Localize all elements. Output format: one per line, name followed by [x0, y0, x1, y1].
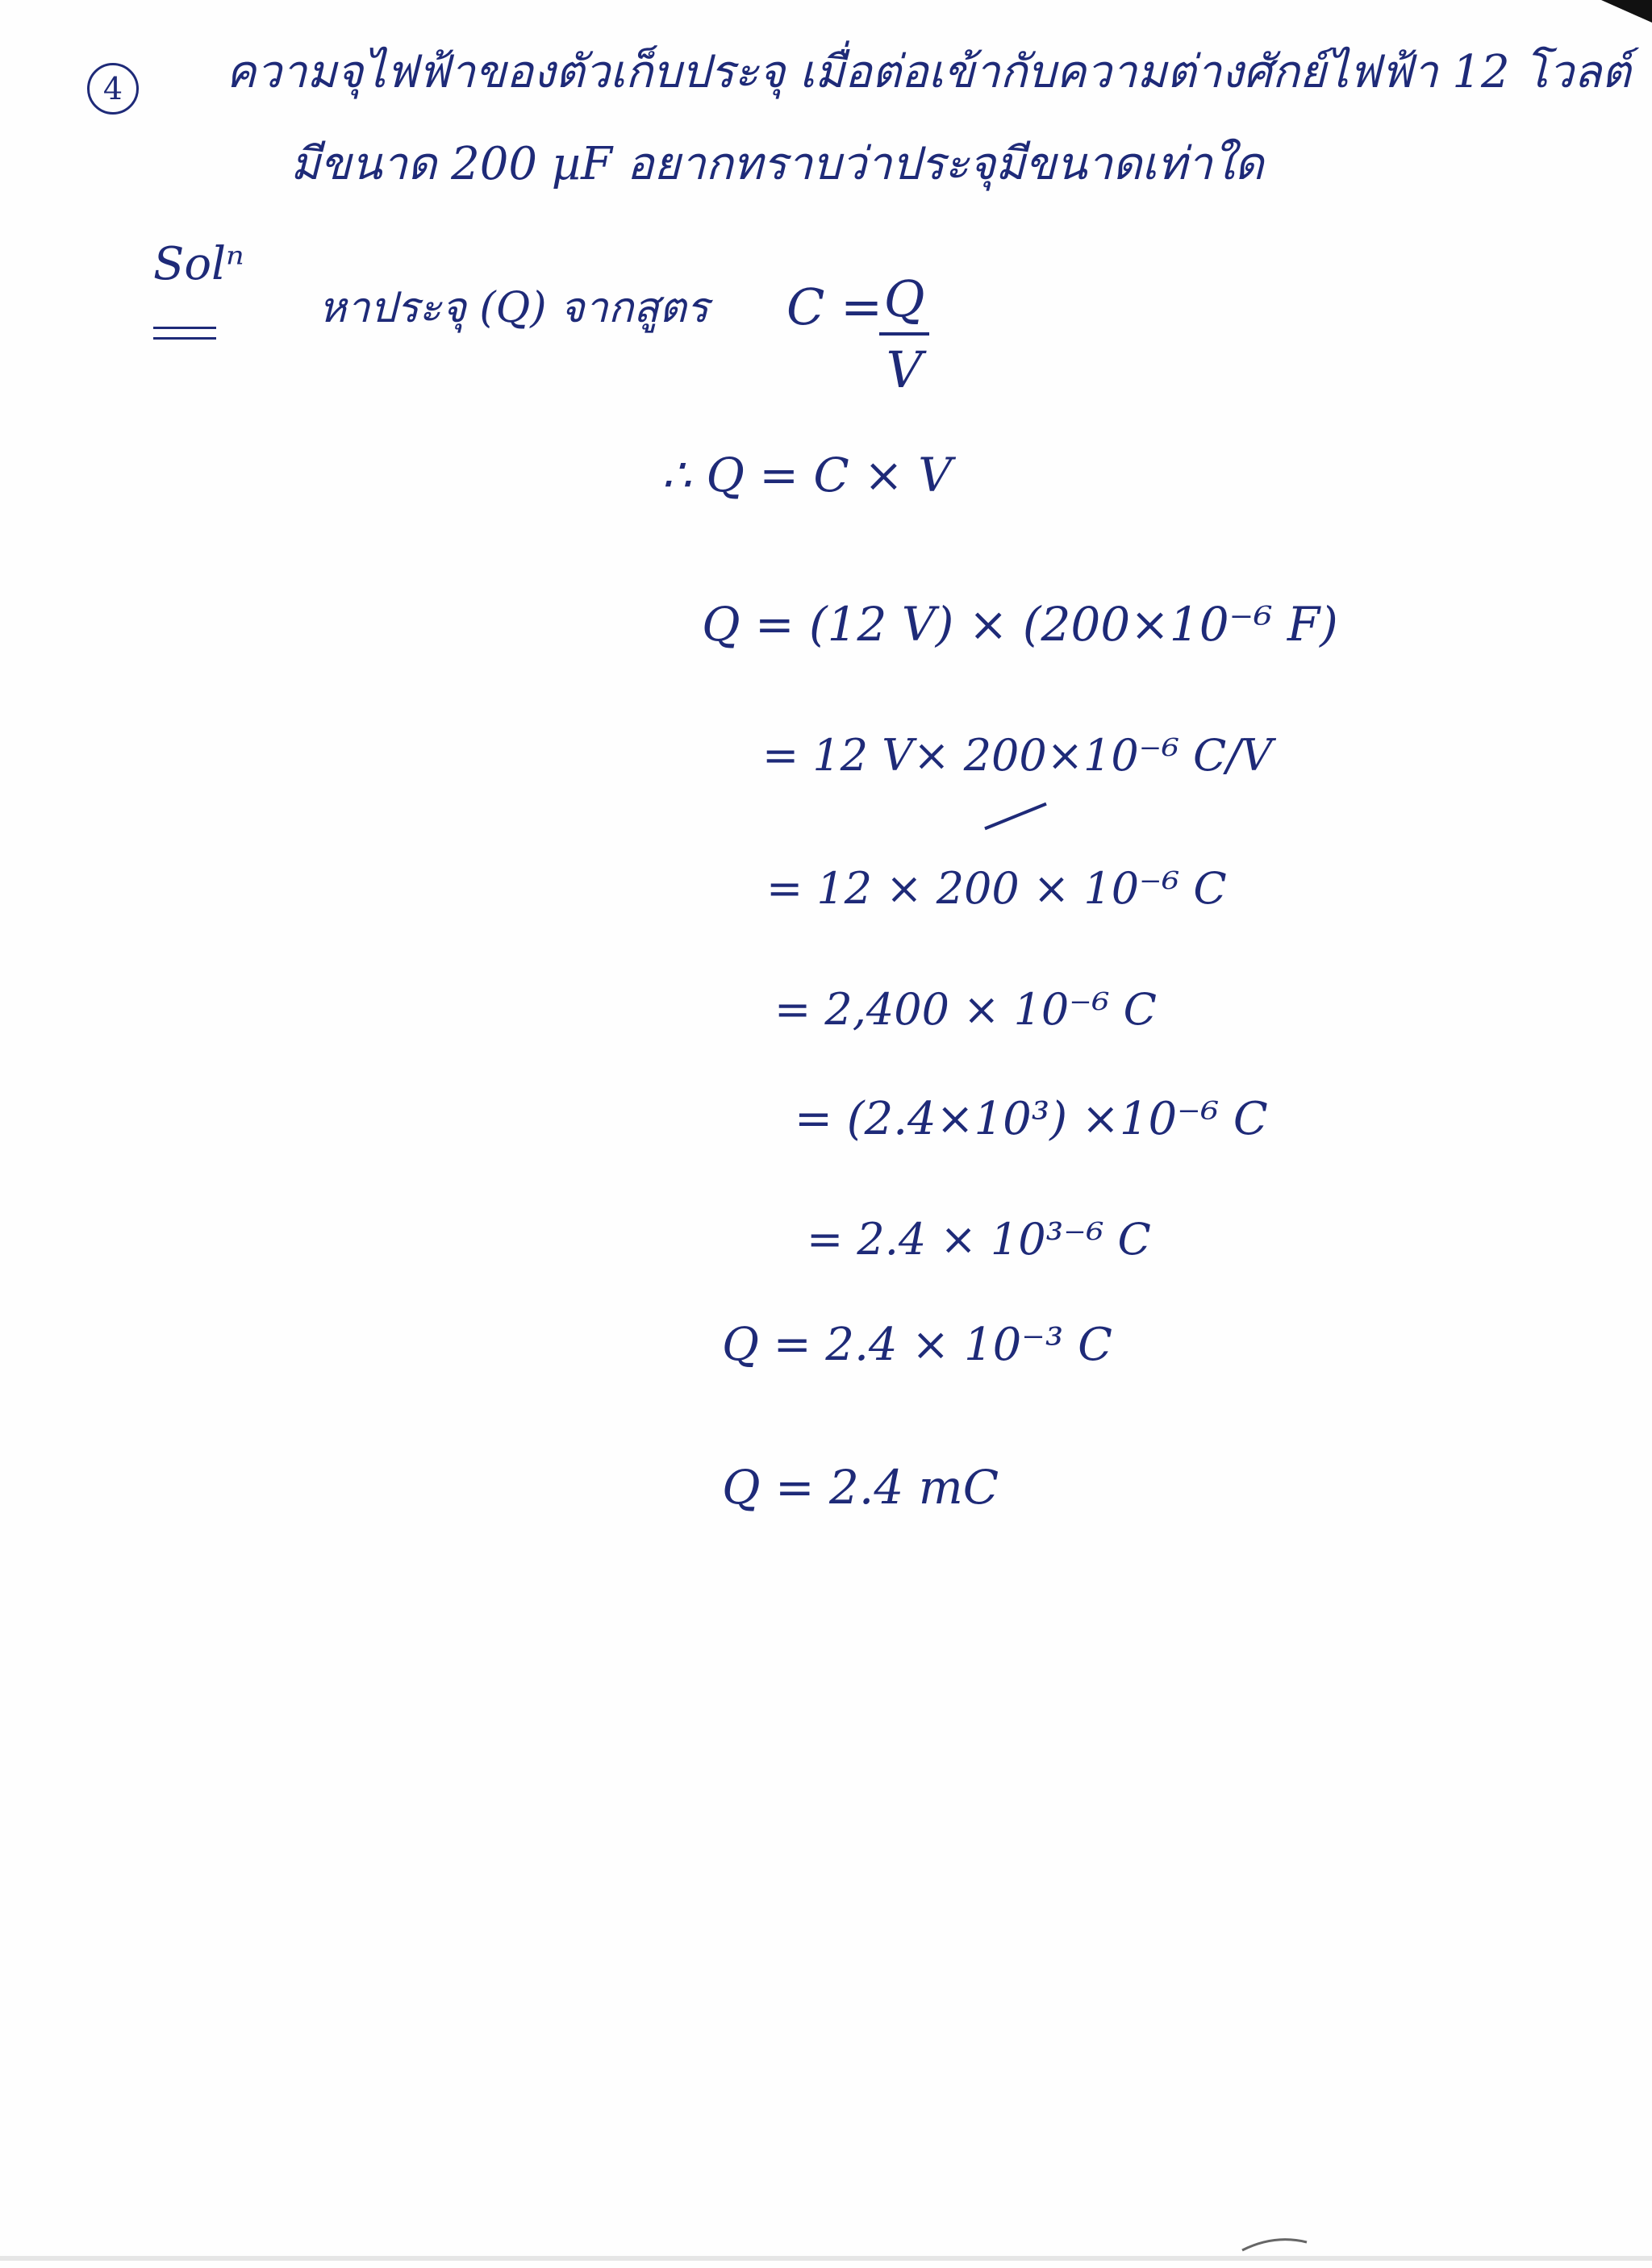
question-text-line-2: มีขนาด 200 µF อยากทราบว่าประจุมีขนาดเท่าใด — [290, 138, 1264, 190]
solution-step-5: = 2,400 × 10⁻⁶ C — [774, 984, 1157, 1035]
capacitance-formula-lhs: C = — [786, 277, 883, 336]
find-charge-text: หาประจุ (Q) จากสูตร — [319, 284, 709, 332]
final-answer: Q = 2.4 mC — [722, 1460, 999, 1515]
solution-label: Solⁿ — [153, 238, 244, 290]
scan-smudge — [1242, 2240, 1307, 2250]
fraction-denominator: V — [886, 340, 923, 399]
scan-corner-mark — [1601, 0, 1652, 23]
solution-step-6: = (2.4×10³) ×10⁻⁶ C — [795, 1093, 1268, 1145]
solution-step-8: Q = 2.4 × 10⁻³ C — [722, 1319, 1112, 1371]
question-number: 4 — [87, 63, 139, 115]
fraction-numerator: Q — [883, 269, 925, 328]
solution-step-1: ∴ Q = C × V — [661, 448, 953, 502]
question-text-line-1: ความจุไฟฟ้าของตัวเก็บประจุ เมื่อต่อเข้ากับความต่างศักย์ไฟฟ้า 12 โวลต์ — [226, 46, 1631, 98]
solution-step-4: = 12 × 200 × 10⁻⁶ C — [766, 863, 1227, 914]
solution-step-2: Q = (12 V) × (200×10⁻⁶ F) — [702, 597, 1338, 652]
solution-step-7: = 2.4 × 10³⁻⁶ C — [807, 1214, 1151, 1265]
solution-step-3: = 12 V× 200×10⁻⁶ C/V — [762, 730, 1273, 781]
